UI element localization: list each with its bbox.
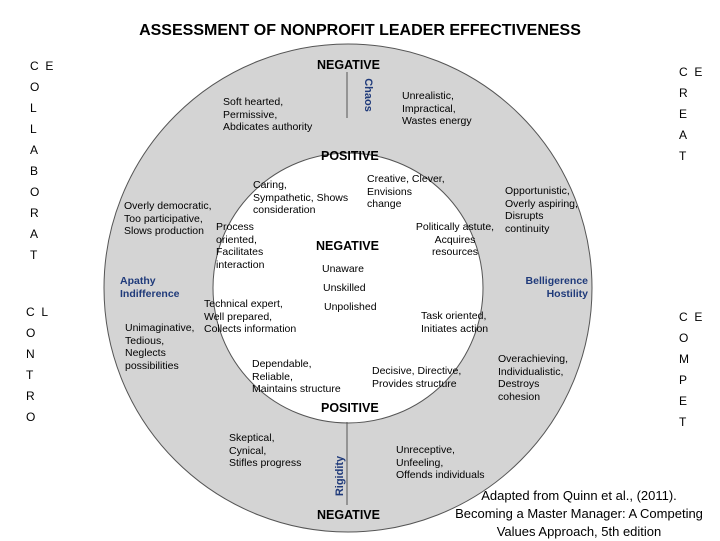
citation: Adapted from Quinn et al., (2011). Becoming a Master Manager: A Competing Values Approach, 5th edition: [455, 488, 703, 539]
label-negative-center: NEGATIVE: [316, 239, 379, 253]
label-positive-top: POSITIVE: [321, 149, 379, 163]
text-opportunistic: Opportunistic, Overly aspiring, Disrupts continuity: [505, 185, 578, 235]
text-caring: Caring, Sympathetic, Shows consideration: [253, 179, 349, 216]
text-unreceptive: Unreceptive, Unfeeling, Offends individuals: [396, 444, 485, 481]
text-overachieving: Overachieving, Individualistic, Destroys cohesion: [498, 353, 569, 403]
text-unaware: Unaware: [322, 263, 365, 275]
text-skeptical: Skeptical, Cynical, Stifles progress: [229, 432, 302, 469]
text-unrealistic: Unrealistic, Impractical, Wastes energy: [402, 90, 472, 127]
text-unpolished: Unpolished: [324, 301, 377, 313]
label-negative-top: NEGATIVE: [317, 58, 380, 72]
text-politically: Politically astute, Acquires resources: [415, 221, 495, 258]
collaborate-top: C E: [30, 59, 54, 73]
quadrant-compete: C E O M P E T: [679, 307, 702, 433]
compete-top: C E: [679, 310, 703, 324]
text-unskilled: Unskilled: [323, 282, 366, 294]
text-task: Task oriented, Initiates action: [421, 310, 489, 335]
quadrant-collaborate: C E O L L A B O R A T: [30, 56, 53, 266]
page-title: ASSESSMENT OF NONPROFIT LEADER EFFECTIVENESS: [139, 22, 581, 39]
text-overly-democratic: Overly democratic, Too participative, Slows production: [124, 200, 212, 237]
label-chaos: Chaos: [362, 78, 374, 112]
text-creative: Creative, Clever, Envisions change: [367, 173, 445, 210]
text-process: Process oriented, Facilitates interaction: [216, 221, 265, 271]
control-top: C L: [26, 305, 49, 319]
quadrant-control: C L O N T R O: [26, 302, 48, 428]
label-belligerence: Belligerence Hostility: [525, 275, 588, 300]
text-soft-hearted: Soft hearted, Permissive, Abdicates authority: [223, 96, 313, 133]
label-positive-bottom: POSITIVE: [321, 401, 379, 415]
text-unimaginative: Unimaginative, Tedious, Neglects possibilities: [125, 322, 195, 372]
label-rigidity: Rigidity: [334, 455, 346, 497]
text-technical: Technical expert, Well prepared, Collects information: [204, 298, 297, 335]
create-top: C E: [679, 65, 703, 79]
text-decisive: Decisive, Directive, Provides structure: [372, 365, 462, 390]
quadrant-create: C E R E A T: [679, 62, 702, 167]
label-negative-bottom: NEGATIVE: [317, 508, 380, 522]
label-apathy: Apathy Indifference: [120, 275, 180, 300]
text-dependable: Dependable, Reliable, Maintains structure: [252, 358, 341, 395]
